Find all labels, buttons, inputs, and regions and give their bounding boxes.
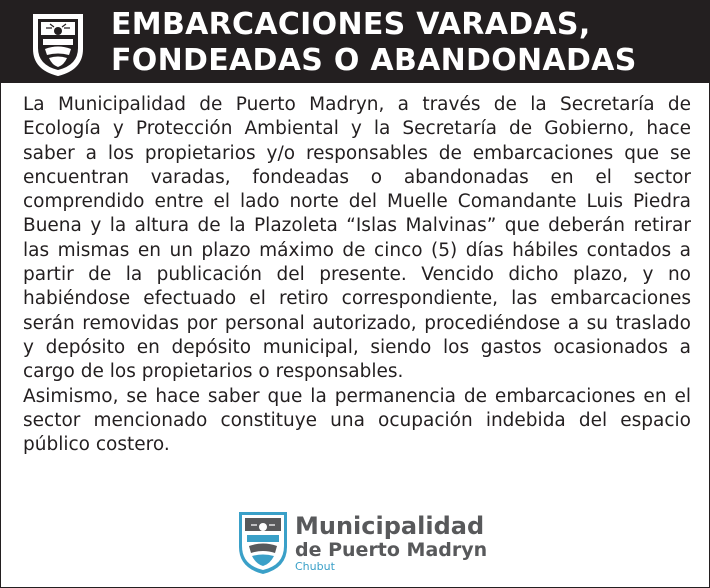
org-name-line-2: de Puerto Madryn — [295, 539, 488, 561]
notice-body — [23, 93, 691, 457]
org-name-line-1: Municipalidad — [295, 512, 485, 540]
municipal-crest-icon — [31, 11, 85, 77]
municipality-logo — [237, 509, 487, 579]
body-paragraph-2: Asimismo, se hace saber que la permanencia de embarcaciones en el sector mencionado constituye una ocupación indebida del espacio público costero. — [23, 385, 691, 456]
municipal-crest-icon — [237, 509, 289, 575]
title-line-2: FONDEADAS O ABANDONADAS — [111, 43, 637, 78]
body-paragraph-1: La Municipalidad de Puerto Madryn, a través de la Secretaría de Ecología y Protección Ambiental y la Secretaría de Gobierno, hace saber a los propietarios y/o responsables de embarcaciones que se encuentran varadas, fondeadas o abandonadas en el sector comprendido entre el lado norte del Muelle Comandante Luis Piedra Buena y la altura de la Plazoleta “Islas Malvinas” que deberán retirar las mismas en un plazo máximo de cinco (5) días hábiles contados a partir de la publicación del presente. Vencido dicho plazo, y no habiéndose efectuado el retiro correspondiente, las embarcaciones serán removidas por personal autorizado, procediéndose a su traslado y depósito en depósito municipal, siendo los gastos ocasionados a cargo de los propietarios o responsables. — [23, 94, 691, 383]
header-bar — [1, 1, 709, 83]
org-region: Chubut — [295, 560, 335, 573]
title-line-1: EMBARCACIONES VARADAS, — [111, 7, 591, 42]
page-title — [111, 7, 637, 79]
org-name — [295, 513, 487, 561]
